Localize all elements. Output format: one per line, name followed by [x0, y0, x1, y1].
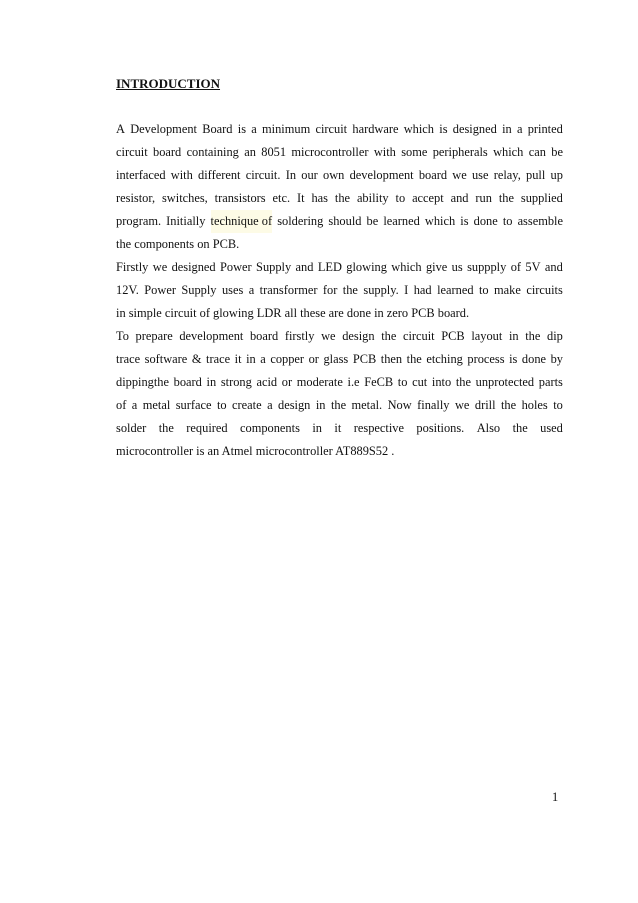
- word: up: [550, 168, 563, 182]
- word: Supply: [256, 260, 292, 274]
- text-line: [116, 118, 563, 141]
- word: in: [315, 398, 326, 412]
- word: a: [251, 122, 257, 136]
- word: and: [544, 260, 563, 274]
- text-line: in simple circuit of glowing LDR all these are done in zero PCB board.: [116, 306, 470, 320]
- word: the: [498, 191, 514, 205]
- word: design: [278, 398, 311, 412]
- word: we: [321, 329, 336, 343]
- word: the: [334, 191, 351, 205]
- word: strong: [220, 375, 252, 389]
- word: the: [525, 329, 541, 343]
- word: 12V.: [116, 283, 139, 297]
- word: containing: [186, 145, 239, 159]
- word: a: [260, 352, 266, 366]
- word: the: [512, 421, 528, 435]
- word: circuit.: [245, 168, 281, 182]
- word: it: [234, 352, 242, 366]
- word: positions.: [416, 421, 465, 435]
- word: accept: [412, 191, 444, 205]
- word: used: [540, 421, 563, 435]
- word: cut: [412, 375, 428, 389]
- word: suppply: [467, 260, 507, 274]
- word: to: [478, 283, 489, 297]
- word: development: [179, 329, 244, 343]
- word: circuit: [116, 145, 148, 159]
- word: copper: [270, 352, 305, 366]
- word: make: [494, 283, 521, 297]
- word: layout: [471, 329, 503, 343]
- word: board: [249, 329, 279, 343]
- word: solder: [116, 421, 147, 435]
- text-line: microcontroller is an Atmel microcontroller AT889S52 .: [116, 444, 395, 458]
- word: PCB: [441, 329, 465, 343]
- word: the: [500, 398, 517, 412]
- word: and: [450, 191, 469, 205]
- word: unprotected: [475, 375, 535, 389]
- word: in: [312, 421, 322, 435]
- text-line: [116, 371, 563, 394]
- word: a: [516, 122, 523, 136]
- word: LED: [317, 260, 342, 274]
- word: a: [267, 398, 273, 412]
- word: transistors: [214, 191, 266, 205]
- word: of: [116, 398, 127, 412]
- word: trace: [206, 352, 231, 366]
- word: 8051: [261, 145, 287, 159]
- word: which: [493, 145, 524, 159]
- word: board: [418, 168, 448, 182]
- word: soldering: [277, 214, 324, 228]
- word: circuit: [315, 122, 348, 136]
- word: own: [323, 168, 345, 182]
- word: board: [153, 145, 182, 159]
- word: is: [237, 122, 247, 136]
- word: Firstly: [116, 260, 149, 274]
- word: hardware: [352, 122, 399, 136]
- word: resistor,: [116, 191, 156, 205]
- word: dip: [547, 329, 563, 343]
- word: firstly: [284, 329, 315, 343]
- word: switches,: [161, 191, 208, 205]
- text-line: [116, 279, 563, 302]
- word: our: [301, 168, 318, 182]
- word: be: [551, 145, 563, 159]
- word: supplied: [520, 191, 563, 205]
- word: designed: [171, 260, 216, 274]
- word: I: [404, 283, 409, 297]
- word: Board: [202, 122, 233, 136]
- text-line: [116, 164, 563, 187]
- word: the: [406, 352, 422, 366]
- word: is: [439, 122, 448, 136]
- word: us: [451, 260, 463, 274]
- word: some: [401, 145, 428, 159]
- word: To: [116, 329, 129, 343]
- word: process: [467, 352, 505, 366]
- word: microcontroller: [291, 145, 369, 159]
- word: development: [349, 168, 414, 182]
- word: it: [334, 421, 342, 435]
- word: Also: [476, 421, 501, 435]
- word: glowing: [346, 260, 387, 274]
- word: of: [510, 260, 522, 274]
- word: in: [502, 122, 512, 136]
- word: program.: [116, 214, 162, 228]
- word: in: [206, 375, 217, 389]
- word: &: [191, 352, 202, 366]
- word: the: [381, 329, 397, 343]
- word: pull: [526, 168, 546, 182]
- word: by: [550, 352, 563, 366]
- word: the: [455, 375, 471, 389]
- word: use: [471, 168, 489, 182]
- word: metal: [142, 398, 171, 412]
- word: then: [380, 352, 403, 366]
- word: different: [198, 168, 241, 182]
- word: which: [391, 260, 422, 274]
- word: printed: [527, 122, 563, 136]
- word: minimum: [262, 122, 311, 136]
- text-line: [116, 141, 563, 164]
- word: assemble: [517, 214, 563, 228]
- word: for: [322, 283, 338, 297]
- word: supply.: [363, 283, 399, 297]
- word: It: [296, 191, 305, 205]
- word: in: [508, 329, 519, 343]
- word: prepare: [135, 329, 173, 343]
- word: learned: [437, 283, 474, 297]
- word: finally: [417, 398, 450, 412]
- word: or: [308, 352, 319, 366]
- word: circuit: [402, 329, 435, 343]
- word: and: [295, 260, 314, 274]
- word: respective: [353, 421, 404, 435]
- word: to: [216, 398, 227, 412]
- word: Development: [130, 122, 197, 136]
- word: holes: [521, 398, 548, 412]
- word: run: [475, 191, 492, 205]
- word: ability: [356, 191, 389, 205]
- word: be: [366, 214, 379, 228]
- section-heading: INTRODUCTION: [116, 76, 221, 91]
- word: should: [328, 214, 362, 228]
- word: the: [342, 283, 358, 297]
- word: software: [144, 352, 188, 366]
- text-line: the components on PCB.: [116, 237, 240, 251]
- word: or: [281, 375, 293, 389]
- word: required: [186, 421, 228, 435]
- word: had: [413, 283, 432, 297]
- word: create: [232, 398, 262, 412]
- word: parts: [538, 375, 563, 389]
- word: we: [454, 398, 470, 412]
- word: Supply: [181, 283, 217, 297]
- word: which: [403, 122, 434, 136]
- word: with: [170, 168, 193, 182]
- word: to: [395, 191, 406, 205]
- word: moderate: [296, 375, 343, 389]
- word: board: [173, 375, 202, 389]
- word: etc.: [272, 191, 291, 205]
- word: metal.: [351, 398, 383, 412]
- word: PCB: [352, 352, 377, 366]
- word: A: [116, 122, 125, 136]
- word: Now: [387, 398, 412, 412]
- word: FeCB: [364, 375, 394, 389]
- text-line: [116, 417, 563, 440]
- word: etching: [426, 352, 463, 366]
- text-line: [116, 187, 563, 210]
- word: components: [240, 421, 300, 435]
- word: has: [311, 191, 328, 205]
- word: In: [285, 168, 297, 182]
- word: interfaced: [116, 168, 166, 182]
- word: relay,: [493, 168, 521, 182]
- text-line: [116, 394, 563, 417]
- word: dippingthe: [116, 375, 169, 389]
- word: to: [502, 214, 513, 228]
- text-line: [116, 348, 563, 371]
- word: glass: [323, 352, 349, 366]
- word: the: [330, 398, 347, 412]
- word: an: [244, 145, 256, 159]
- word: circuits: [526, 283, 563, 297]
- text-line: [116, 210, 563, 233]
- word: transformer: [259, 283, 318, 297]
- word: we: [152, 260, 168, 274]
- word: Initially: [166, 214, 206, 228]
- word: Power: [220, 260, 252, 274]
- word: which: [424, 214, 456, 228]
- word: designed: [452, 122, 497, 136]
- word: trace: [116, 352, 141, 366]
- word: is: [460, 214, 469, 228]
- word: can: [528, 145, 546, 159]
- word: learned: [383, 214, 420, 228]
- word: acid: [256, 375, 278, 389]
- word: give: [425, 260, 448, 274]
- word: i.e: [347, 375, 360, 389]
- word: Power: [144, 283, 176, 297]
- word: surface: [175, 398, 212, 412]
- word: 5V: [525, 260, 541, 274]
- word: in: [246, 352, 256, 366]
- word: to: [553, 398, 563, 412]
- word: we: [452, 168, 467, 182]
- highlighted-text: technique of: [211, 210, 273, 233]
- word: a: [248, 283, 255, 297]
- text-line: [116, 256, 563, 279]
- body-text: [116, 118, 563, 463]
- word: the: [158, 421, 174, 435]
- word: design: [342, 329, 375, 343]
- word: peripherals: [432, 145, 488, 159]
- word: with: [373, 145, 396, 159]
- word: drill: [474, 398, 496, 412]
- word: done: [473, 214, 498, 228]
- page-number: 1: [552, 790, 559, 804]
- word: uses: [221, 283, 244, 297]
- word: to: [397, 375, 408, 389]
- word: a: [131, 398, 138, 412]
- text-line: [116, 325, 563, 348]
- word: done: [521, 352, 547, 366]
- word: is: [509, 352, 518, 366]
- word: into: [431, 375, 452, 389]
